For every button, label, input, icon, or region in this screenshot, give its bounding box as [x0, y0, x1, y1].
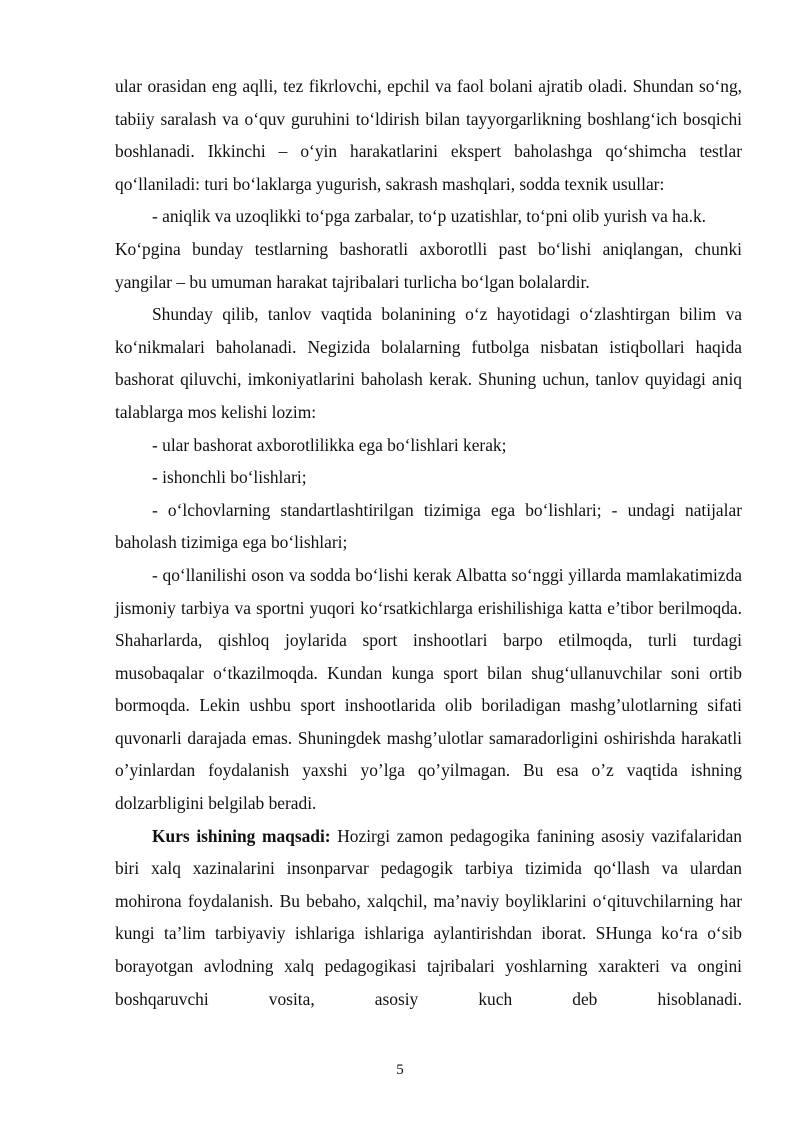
course-goal-heading: Kurs ishining maqsadi: — [152, 825, 331, 846]
paragraph-selection: Shunday qilib, tanlov vaqtida bolanining o‘z hayotidagi o‘zlashtirgan bilim va ko‘nikmalari baholanadi. Negizida bolalarning futbolga nisbatan istiqbollari haqida bashorat qiluvchi, imkoniyatlarini baholash kerak. Shuning uchun, tanlov quyidagi aniq talablarga mos kelishi lozim: — [115, 304, 742, 422]
paragraph-intro: ular orasidan eng aqlli, tez fikrlovchi, epchil va faol bolani ajratib oladi. Shundan so‘ng, tabiiy saralash va o‘quv guruhini to‘ldirish bilan tayyorgarlikning boshlang‘ich bosqichi boshlanadi. Ikkinchi – o‘yin harakatlarini ekspert baholashga qo‘shimcha testlar qo‘llaniladi: turi bo‘laklarga yugurish, sakrash mashqlari, sodda texnik usullar: — [115, 76, 742, 194]
paragraph-tests: Ko‘pgina bunday testlarning bashoratli axborotlli past bo‘lishi aniqlangan, chunki yangilar – bu umuman harakat tajribalari turlicha bo‘lgan bolalardir. — [115, 238, 742, 292]
paragraph-course-goal — [115, 820, 742, 1016]
list-item-prediction: - ular bashorat axborotlilikka ega bo‘lishlari kerak; — [152, 434, 507, 455]
list-item-reliable: - ishonchli bo‘lishlari; — [152, 467, 307, 488]
list-item-easy-to-use: - qo‘llanilishi oson va sodda bo‘lishi kerak Albatta so‘nggi yillarda mamlakatimizda jismoniy tarbiya va sportni yuqori ko‘rsatkichlarga erishilishiga katta e’tibor berilmoqda. Shaharlarda, qishloq joylarida sport inshootlari barpo etilmoqda, turli turdagi musobaqalar o‘tkazilmoqda. Kundan kunga sport bilan shug‘ullanuvchilar soni ortib bormoqda. Lekin ushbu sport inshootlarida olib boriladigan mashg’ulotlarning sifati quvonarli darajada emas. Shuningdek mashg’ulotlar samaradorligini oshirishda harakatli o’yinlardan foydalanish yaxshi yo’lga qo’yilmagan. Bu esa o’z vaqtida ishning dolzarbligini belgilab beradi. — [115, 564, 742, 814]
list-item-standardized: - o‘lchovlarning standartlashtirilgan tizimiga ega bo‘lishlari; - undagi natijalar baholash tizimiga ega bo‘lishlari; — [115, 499, 742, 553]
course-goal-text: Hozirgi zamon pedagogika fanining asosiy vazifalaridan biri xalq xazinalarini insonparvar pedagogik tarbiya tizimida qo‘llash va ulardan mohirona foydalanish. Bu bebaho, xalqchil, ma’naviy boyliklarini o‘qituvchilarning har kungi ta’lim tarbiyaviy ishlariga ishlariga aylantirishdan iborat. SHunga ko‘ra o‘sib borayotgan avlodning xalq pedagogikasi tajribalari yoshlarning xarakteri va ongini boshqaruvchi vosita, asosiy kuch deb hisoblanadi. — [115, 825, 742, 1009]
list-item-accuracy: - aniqlik va uzoqlikki to‘pga zarbalar, to‘p uzatishlar, to‘pni olib yurish va ha.k. — [152, 206, 706, 227]
page-number: 5 — [396, 1062, 404, 1078]
